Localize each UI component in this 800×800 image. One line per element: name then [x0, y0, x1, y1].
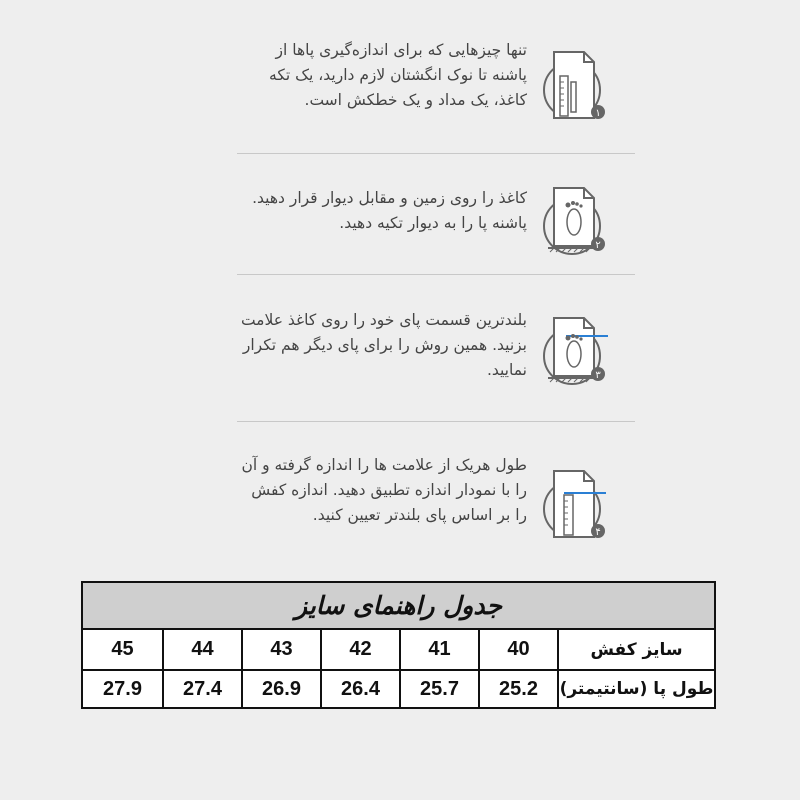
foot-on-paper-icon [540, 182, 610, 258]
table-cell: 45 [111, 638, 134, 660]
step-2-badge: ۲ [595, 240, 601, 251]
step-1-text: تنها چیزهایی که برای اندازه‌گیری پاها از پاشنه تا نوک انگشتان لازم دارید، یک تکه کاغذ، یک مداد و یک خطکش است. [269, 41, 527, 109]
step-4-text: طول هریک از علامت ها را اندازه گرفته و آن را با نمودار اندازه تطبیق دهید. اندازه کفش را بر اساس پای بلندتر تعیین کنید. [241, 456, 527, 524]
table-cell: 41 [399, 630, 478, 669]
table-cell: 27.4 [162, 671, 241, 707]
ruler-measure-icon [540, 465, 610, 541]
divider [237, 274, 635, 275]
table-title: جدول راهنمای سایز [83, 583, 714, 630]
table-cell: 25.2 [478, 671, 557, 707]
step-3-text: بلندترین قسمت پای خود را روی کاغذ علامت بزنید. همین روش را برای پای دیگر هم تکرار نمایید. [240, 311, 527, 379]
table-cell: 26.9 [241, 671, 320, 707]
table-row-shoe-size [83, 630, 714, 671]
step-1-badge: ۱ [595, 108, 601, 119]
table-cell: 42 [320, 630, 399, 669]
table-cell: 43 [241, 630, 320, 669]
step-3-badge: ۳ [595, 370, 601, 381]
table-cell: 26.4 [320, 671, 399, 707]
step-3 [237, 298, 635, 418]
divider [237, 153, 635, 154]
step-2-text: کاغذ را روی زمین و مقابل دیوار قرار دهید. پاشنه پا را به دیوار تکیه دهید. [252, 189, 527, 232]
divider [237, 421, 635, 422]
foot-mark-icon [540, 312, 610, 388]
table-cell: 44 [162, 630, 241, 669]
table-cell: 25.7 [399, 671, 478, 707]
table-row-foot-length [83, 671, 714, 707]
size-guide-table [81, 581, 716, 709]
step-4-badge: ۴ [595, 527, 601, 538]
step-1 [237, 34, 635, 154]
table-cell: 27.9 [103, 677, 142, 700]
row-label-foot-length: طول پا (سانتیمتر) [557, 671, 714, 707]
step-2 [237, 176, 635, 296]
table-cell: 40 [478, 630, 557, 669]
paper-pencil-ruler-icon [540, 46, 610, 122]
step-4 [237, 443, 635, 563]
row-label-shoe-size: سایز کفش [557, 630, 714, 669]
